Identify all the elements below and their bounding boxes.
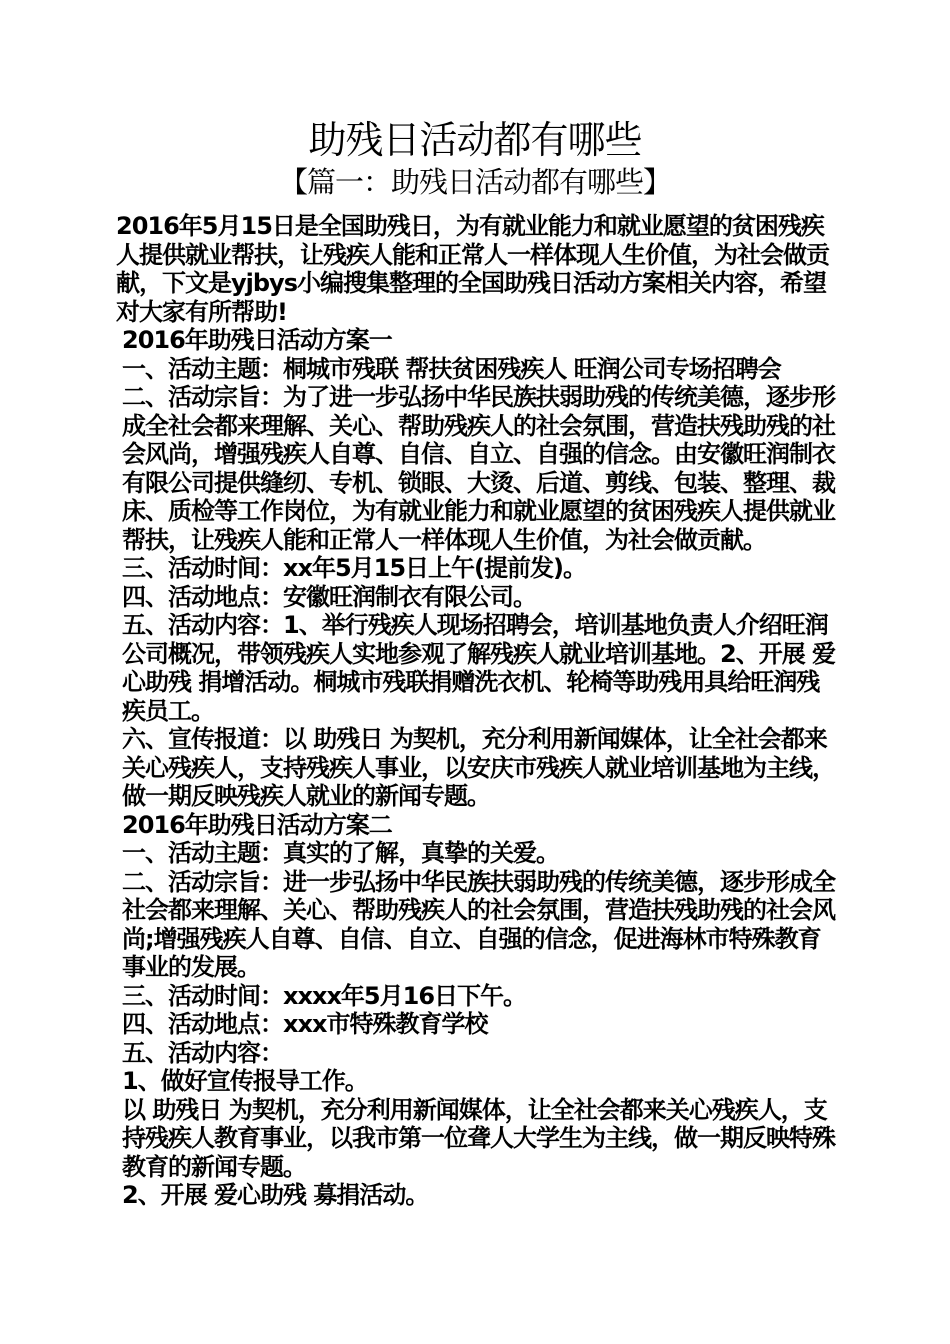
plan-one-theme: 一、活动主题：桐城市残联 帮扶贫困残疾人 旺润公司专场招聘会 — [122, 354, 781, 383]
plan-one-publicity: 六、宣传报道：以 助残日 为契机，充分利用新闻媒体，让全社会都来关心残疾人，支持残疾人事业，以安庆市残疾人就业培训基地为主线，做一期反映残疾人就业的新闻专题。 — [122, 725, 835, 810]
plan-two-item-two: 2、开展 爱心助残 募捐活动。 — [122, 1181, 429, 1209]
plan-two-location: 四、活动地点：xxx市特殊教育学校 — [122, 1010, 488, 1038]
plan-two-content-heading: 五、活动内容： — [122, 1038, 283, 1067]
document-body — [116, 212, 838, 1210]
plan-one-time: 三、活动时间：xx年5月15日上午(提前发)。 — [122, 554, 586, 582]
plan-two-theme: 一、活动主题：真实的了解，真挚的关爱。 — [122, 839, 559, 867]
document-subtitle: 【篇一：助残日活动都有哪些】 — [278, 165, 671, 199]
plan-two-purpose: 二、活动宗旨：进一步弘扬中华民族扶弱助残的传统美德，逐步形成全社会都来理解、关心、帮助残疾人的社会氛围，营造扶残助残的社会风尚;增强残疾人自尊、自信、自立、自强的信念，促进海林市特殊教育事业的发展。 — [122, 867, 835, 981]
plan-two-time: 三、活动时间：xxxx年5月16日下午。 — [122, 981, 527, 1010]
intro-paragraph: 2016年5月15日是全国助残日，为有就业能力和就业愿望的贫困残疾人提供就业帮扶，让残疾人能和正常人一样体现人生价值，为社会做贡献，下文是yjbys小编搜集整理的全国助残日活动方案相关内容，希望对大家有所帮助! — [116, 212, 829, 326]
plan-one-purpose: 二、活动宗旨：为了进一步弘扬中华民族扶弱助残的传统美德，逐步形成全社会都来理解、关心、帮助残疾人的社会氛围，营造扶残助残的社会风尚，增强残疾人自尊、自信、自立、自强的信念。由安徽旺润制衣有限公司提供缝纫、专机、锁眼、大烫、后道、剪线、包装、整理、裁床、质检等工作岗位，为有就业能力和就业愿望的贫困残疾人提供就业帮扶，让残疾人能和正常人一样体现人生价值，为社会做贡献。 — [122, 383, 835, 554]
plan-one-location: 四、活动地点：安徽旺润制衣有限公司。 — [122, 582, 536, 611]
plan-two-item-one: 1、做好宣传报导工作。 — [122, 1067, 368, 1095]
section-heading-plan-one: 2016年助残日活动方案一 — [122, 326, 392, 354]
plan-two-item-one-detail: 以 助残日 为契机，充分利用新闻媒体，让全社会都来关心残疾人，支持残疾人教育事业，以我市第一位聋人大学生为主线，做一期反映特殊教育的新闻专题。 — [122, 1095, 835, 1181]
plan-one-content: 五、活动内容：1、举行残疾人现场招聘会，培训基地负责人介绍旺润公司概况，带领残疾人实地参观了解残疾人就业培训基地。2、开展 爱心助残 捐增活动。桐城市残联捐赠洗衣机、轮椅等助残用具给旺润残疾员工。 — [122, 611, 836, 725]
document-title: 助残日活动都有哪些 — [308, 118, 642, 162]
section-heading-plan-two: 2016年助残日活动方案二 — [122, 810, 392, 839]
